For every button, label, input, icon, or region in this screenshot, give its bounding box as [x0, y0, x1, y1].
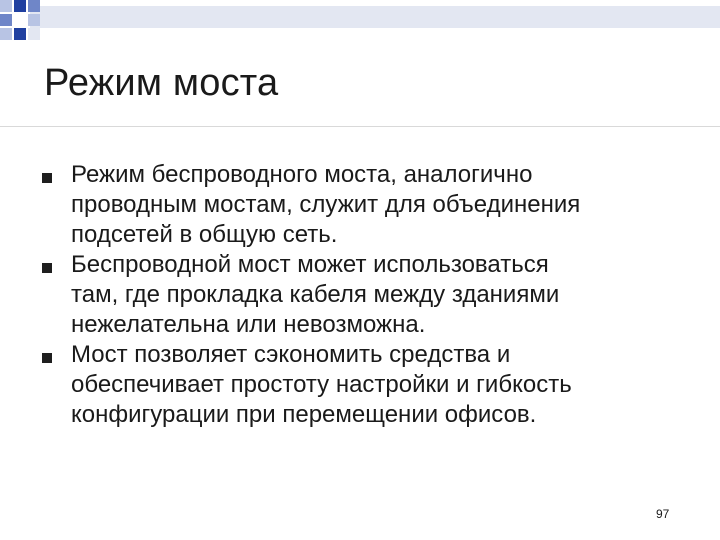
page-number: 97: [656, 507, 670, 521]
bullet-text-line: подсетей в общую сеть.: [71, 221, 338, 248]
bullet-text-line: обеспечивает простоту настройки и гибкость: [71, 371, 572, 398]
bullet-text-line: Беспроводной мост может использоваться: [71, 251, 549, 278]
bullet-text-line: там, где прокладка кабеля между зданиями: [71, 281, 560, 308]
bullet-text-line: конфигурации при перемещении офисов.: [71, 401, 537, 428]
bullet-text-line: проводным мостам, служит для объединения: [71, 191, 581, 218]
bullet-text-line: Режим беспроводного моста, аналогично: [71, 161, 533, 188]
bullet-item: [42, 160, 682, 250]
bullet-item: [42, 340, 682, 430]
slide-title: Режим моста: [44, 62, 279, 104]
decorative-corner-squares: [0, 0, 720, 50]
bullet-text-line: нежелательна или невозможна.: [71, 311, 426, 338]
bullet-text-line: Мост позволяет сэкономить средства и: [71, 341, 511, 368]
square-bullet-icon: [42, 353, 52, 363]
square-bullet-icon: [42, 263, 52, 273]
bullet-list: [42, 160, 682, 430]
bullet-item: [42, 250, 682, 340]
title-divider: [0, 126, 720, 127]
square-bullet-icon: [42, 173, 52, 183]
